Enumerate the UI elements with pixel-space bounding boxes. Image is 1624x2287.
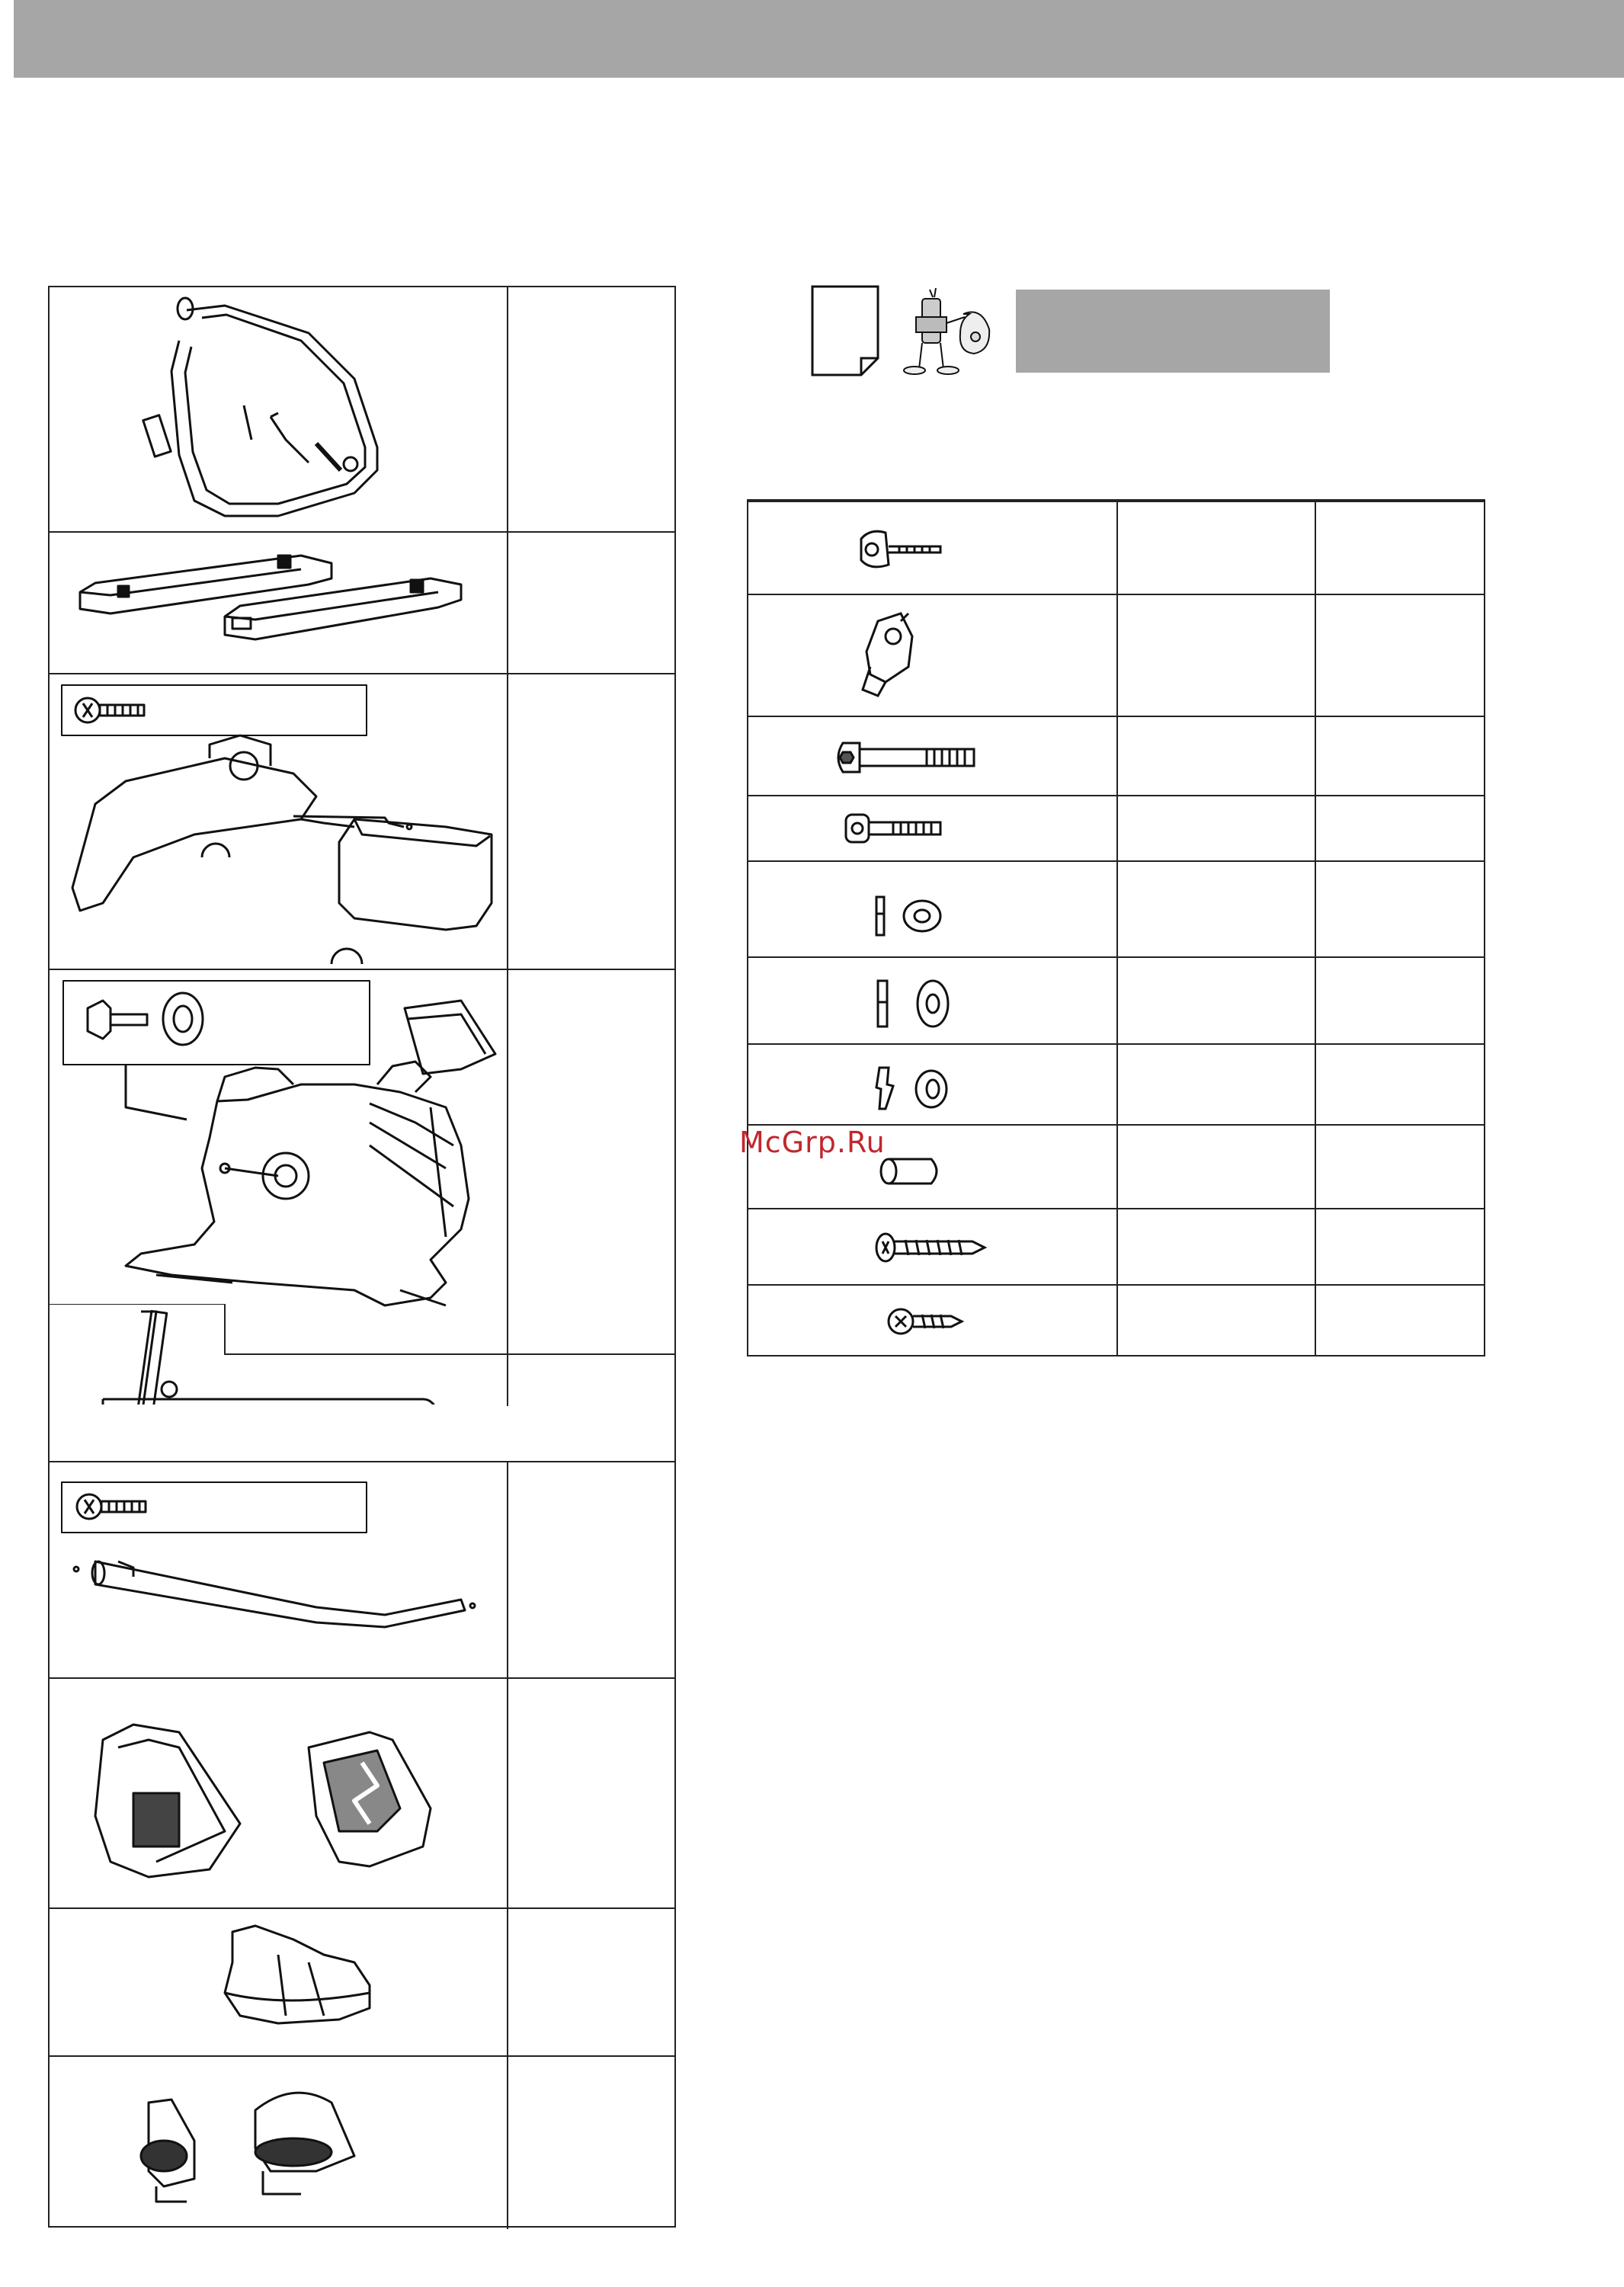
long-screw-icon: [870, 1228, 992, 1267]
hardware-row: [748, 716, 1484, 795]
hardware-row: [748, 1043, 1484, 1124]
hardware-row: [748, 795, 1484, 860]
long-hex-bolt-icon: [832, 737, 1000, 778]
parts-table: [48, 286, 676, 2228]
qty-column: [507, 1354, 674, 1406]
parts-row: [50, 1461, 674, 1677]
document-icon: [811, 285, 881, 376]
screw-icon: [77, 1494, 146, 1519]
washer-large-icon: [870, 973, 954, 1034]
hardware-bag-mascot-icon: [899, 283, 998, 380]
saddle-icon: [50, 1909, 507, 2055]
rear-tube-icon: [50, 1462, 507, 1677]
qty-column: [507, 287, 674, 531]
qty-column: [507, 1679, 674, 1907]
screw-icon: [75, 698, 144, 722]
header-bar: [14, 0, 1624, 78]
parts-row: [50, 1304, 674, 1406]
seat-slider-icon: [50, 1304, 507, 1405]
clamp-icon: [855, 606, 931, 705]
parts-row: [50, 287, 674, 531]
bolt-washer-icon: [88, 993, 203, 1045]
watermark-text: McGrp.Ru: [739, 1126, 886, 1159]
front-post-bracket-icon: [50, 674, 507, 969]
parts-row: [50, 1907, 674, 2055]
qty-column: [507, 970, 674, 1361]
hardware-row: [748, 1284, 1484, 1355]
parts-row: [50, 673, 674, 969]
short-screw-icon: [886, 1301, 969, 1342]
hardware-row: [748, 594, 1484, 716]
knob-bolt-icon: [855, 525, 947, 574]
qty-column: [507, 674, 674, 969]
main-frame-icon: [50, 970, 507, 1361]
console-covers-icon: [50, 1679, 507, 1907]
qty-column: [507, 2057, 674, 2229]
parts-row: [50, 1677, 674, 1907]
pedals-icon: [50, 2057, 507, 2229]
parts-row: [50, 2055, 674, 2229]
stabilizer-feet-icon: [50, 533, 507, 673]
spring-washer-icon: [870, 1062, 954, 1115]
qty-column: [507, 533, 674, 673]
hardware-row: [748, 1208, 1484, 1284]
qty-column: [507, 1909, 674, 2055]
qty-column: [507, 1462, 674, 1677]
hardware-table: [747, 499, 1485, 1357]
washer-small-icon: [870, 889, 947, 943]
handlebar-icon: [50, 287, 507, 530]
socket-bolt-icon: [840, 810, 947, 848]
hardware-row: [748, 956, 1484, 1043]
hardware-row: [748, 860, 1484, 956]
parts-row: [50, 531, 674, 673]
hardware-kit-label: [1016, 290, 1330, 373]
parts-row: [50, 969, 674, 1361]
cover-icon: [405, 1001, 495, 1074]
hardware-row: [748, 501, 1484, 594]
